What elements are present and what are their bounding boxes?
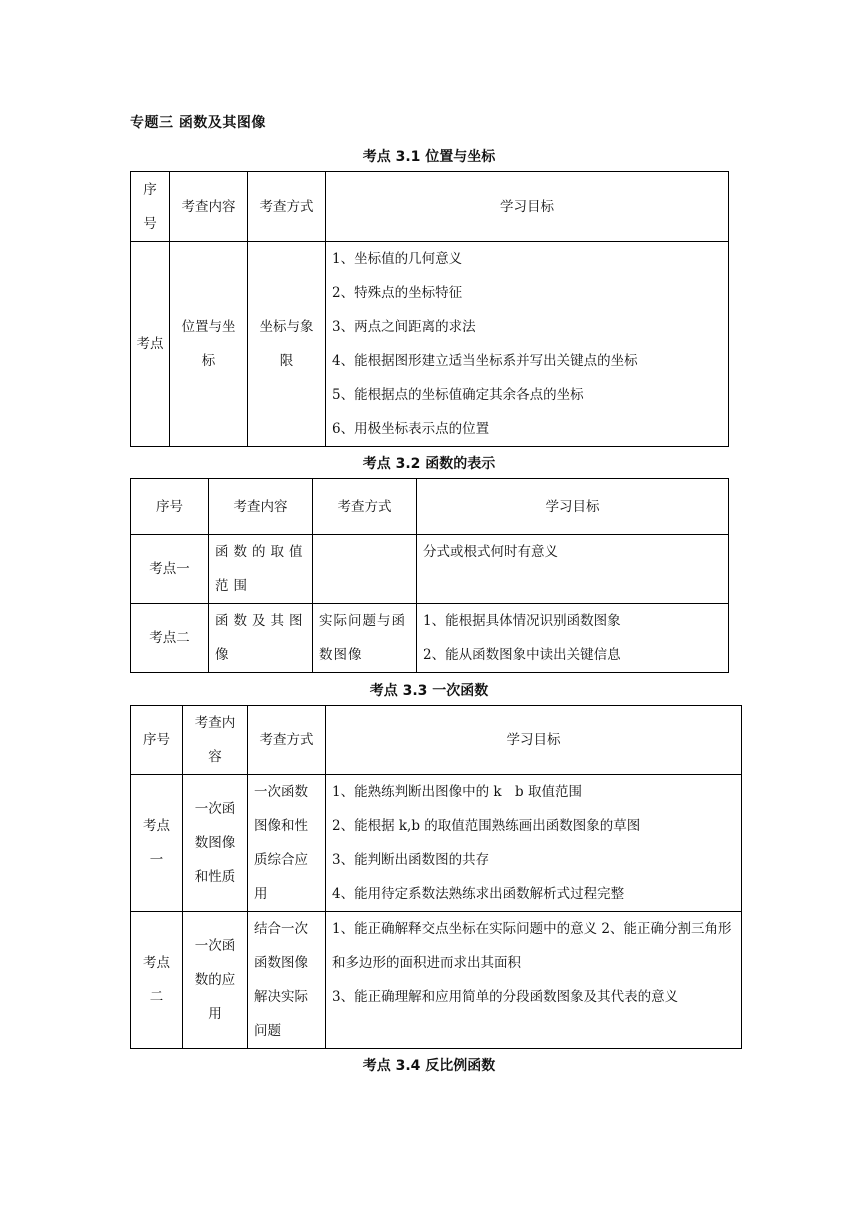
header-content: 考查内容 [170, 172, 248, 242]
header-method: 考查方式 [248, 172, 326, 242]
goal-item: 5、能根据点的坐标值确定其余各点的坐标 [332, 387, 584, 403]
table-row [131, 242, 729, 447]
goal-item: 分式或根式何时有意义 [423, 544, 558, 560]
goal-item: 1、坐标值的几何意义 [332, 251, 463, 267]
row-num: 考点 [131, 242, 170, 447]
section-caption-3-3: 考点 3.3 一次函数 [369, 683, 489, 699]
row-goals [417, 604, 729, 673]
goal-item: 2、能根据 k,b 的取值范围熟练画出函数图象的草图 [332, 818, 641, 834]
row-method: 结合一次函数图像解决实际问题 [248, 912, 326, 1049]
header-num: 序号 [131, 479, 209, 535]
row-method [313, 535, 417, 604]
document-title: 专题三 函数及其图像 [130, 115, 266, 131]
header-goals: 学习目标 [326, 172, 729, 242]
row-content: 一次函数图像和性质 [183, 775, 248, 912]
header-method: 考查方式 [313, 479, 417, 535]
header-goals: 学习目标 [417, 479, 729, 535]
table-row [131, 912, 742, 1049]
goal-item: 2、特殊点的坐标特征 [332, 285, 463, 301]
row-goals [326, 242, 729, 447]
row-goals [326, 912, 742, 1049]
header-goals: 学习目标 [326, 706, 742, 775]
row-num: 考点一 [131, 775, 183, 912]
goal-item: 4、能根据图形建立适当坐标系并写出关键点的坐标 [332, 353, 638, 369]
table-function-representation [130, 478, 729, 673]
header-num: 序号 [131, 706, 183, 775]
table-position-coordinates [130, 171, 729, 447]
goal-item: 3、能正确理解和应用简单的分段函数图象及其代表的意义 [332, 989, 679, 1005]
goal-item: 2、能从函数图象中读出关键信息 [423, 647, 621, 663]
row-method: 坐标与象限 [248, 242, 326, 447]
row-goals [326, 775, 742, 912]
row-method: 一次函数图像和性质综合应用 [248, 775, 326, 912]
table-row [131, 535, 729, 604]
table-linear-function [130, 705, 742, 1049]
goal-item: 4、能用待定系数法熟练求出函数解析式过程完整 [332, 886, 625, 902]
goal-item: 1、能熟练判断出图像中的 k b 取值范围 [332, 784, 582, 800]
table-row [131, 604, 729, 673]
goal-item: 3、两点之间距离的求法 [332, 319, 476, 335]
table-header-row [131, 479, 729, 535]
row-goals [417, 535, 729, 604]
row-content: 函数及其图像 [209, 604, 313, 673]
header-num: 序号 [131, 172, 170, 242]
table-header-row [131, 706, 742, 775]
goal-item: 3、能判断出函数图的共存 [332, 852, 490, 868]
goal-item: 6、用极坐标表示点的位置 [332, 421, 490, 437]
section-caption-3-4: 考点 3.4 反比例函数 [362, 1058, 496, 1074]
row-content: 位置与坐标 [170, 242, 248, 447]
row-num: 考点二 [131, 912, 183, 1049]
row-num: 考点二 [131, 604, 209, 673]
header-content: 考查内容 [183, 706, 248, 775]
table-row [131, 775, 742, 912]
header-content: 考查内容 [209, 479, 313, 535]
section-caption-3-2: 考点 3.2 函数的表示 [362, 456, 496, 472]
row-content: 函数的取值范围 [209, 535, 313, 604]
goal-item: 1、能正确解释交点坐标在实际问题中的意义 2、能正确分割三角形和多边形的面积进而求出其面积 [332, 921, 732, 971]
table-header-row [131, 172, 729, 242]
goal-item: 1、能根据具体情况识别函数图象 [423, 613, 621, 629]
header-method: 考查方式 [248, 706, 326, 775]
row-num: 考点一 [131, 535, 209, 604]
row-content: 一次函数的应用 [183, 912, 248, 1049]
row-method: 实际问题与函数图像 [313, 604, 417, 673]
section-caption-3-1: 考点 3.1 位置与坐标 [362, 149, 496, 165]
